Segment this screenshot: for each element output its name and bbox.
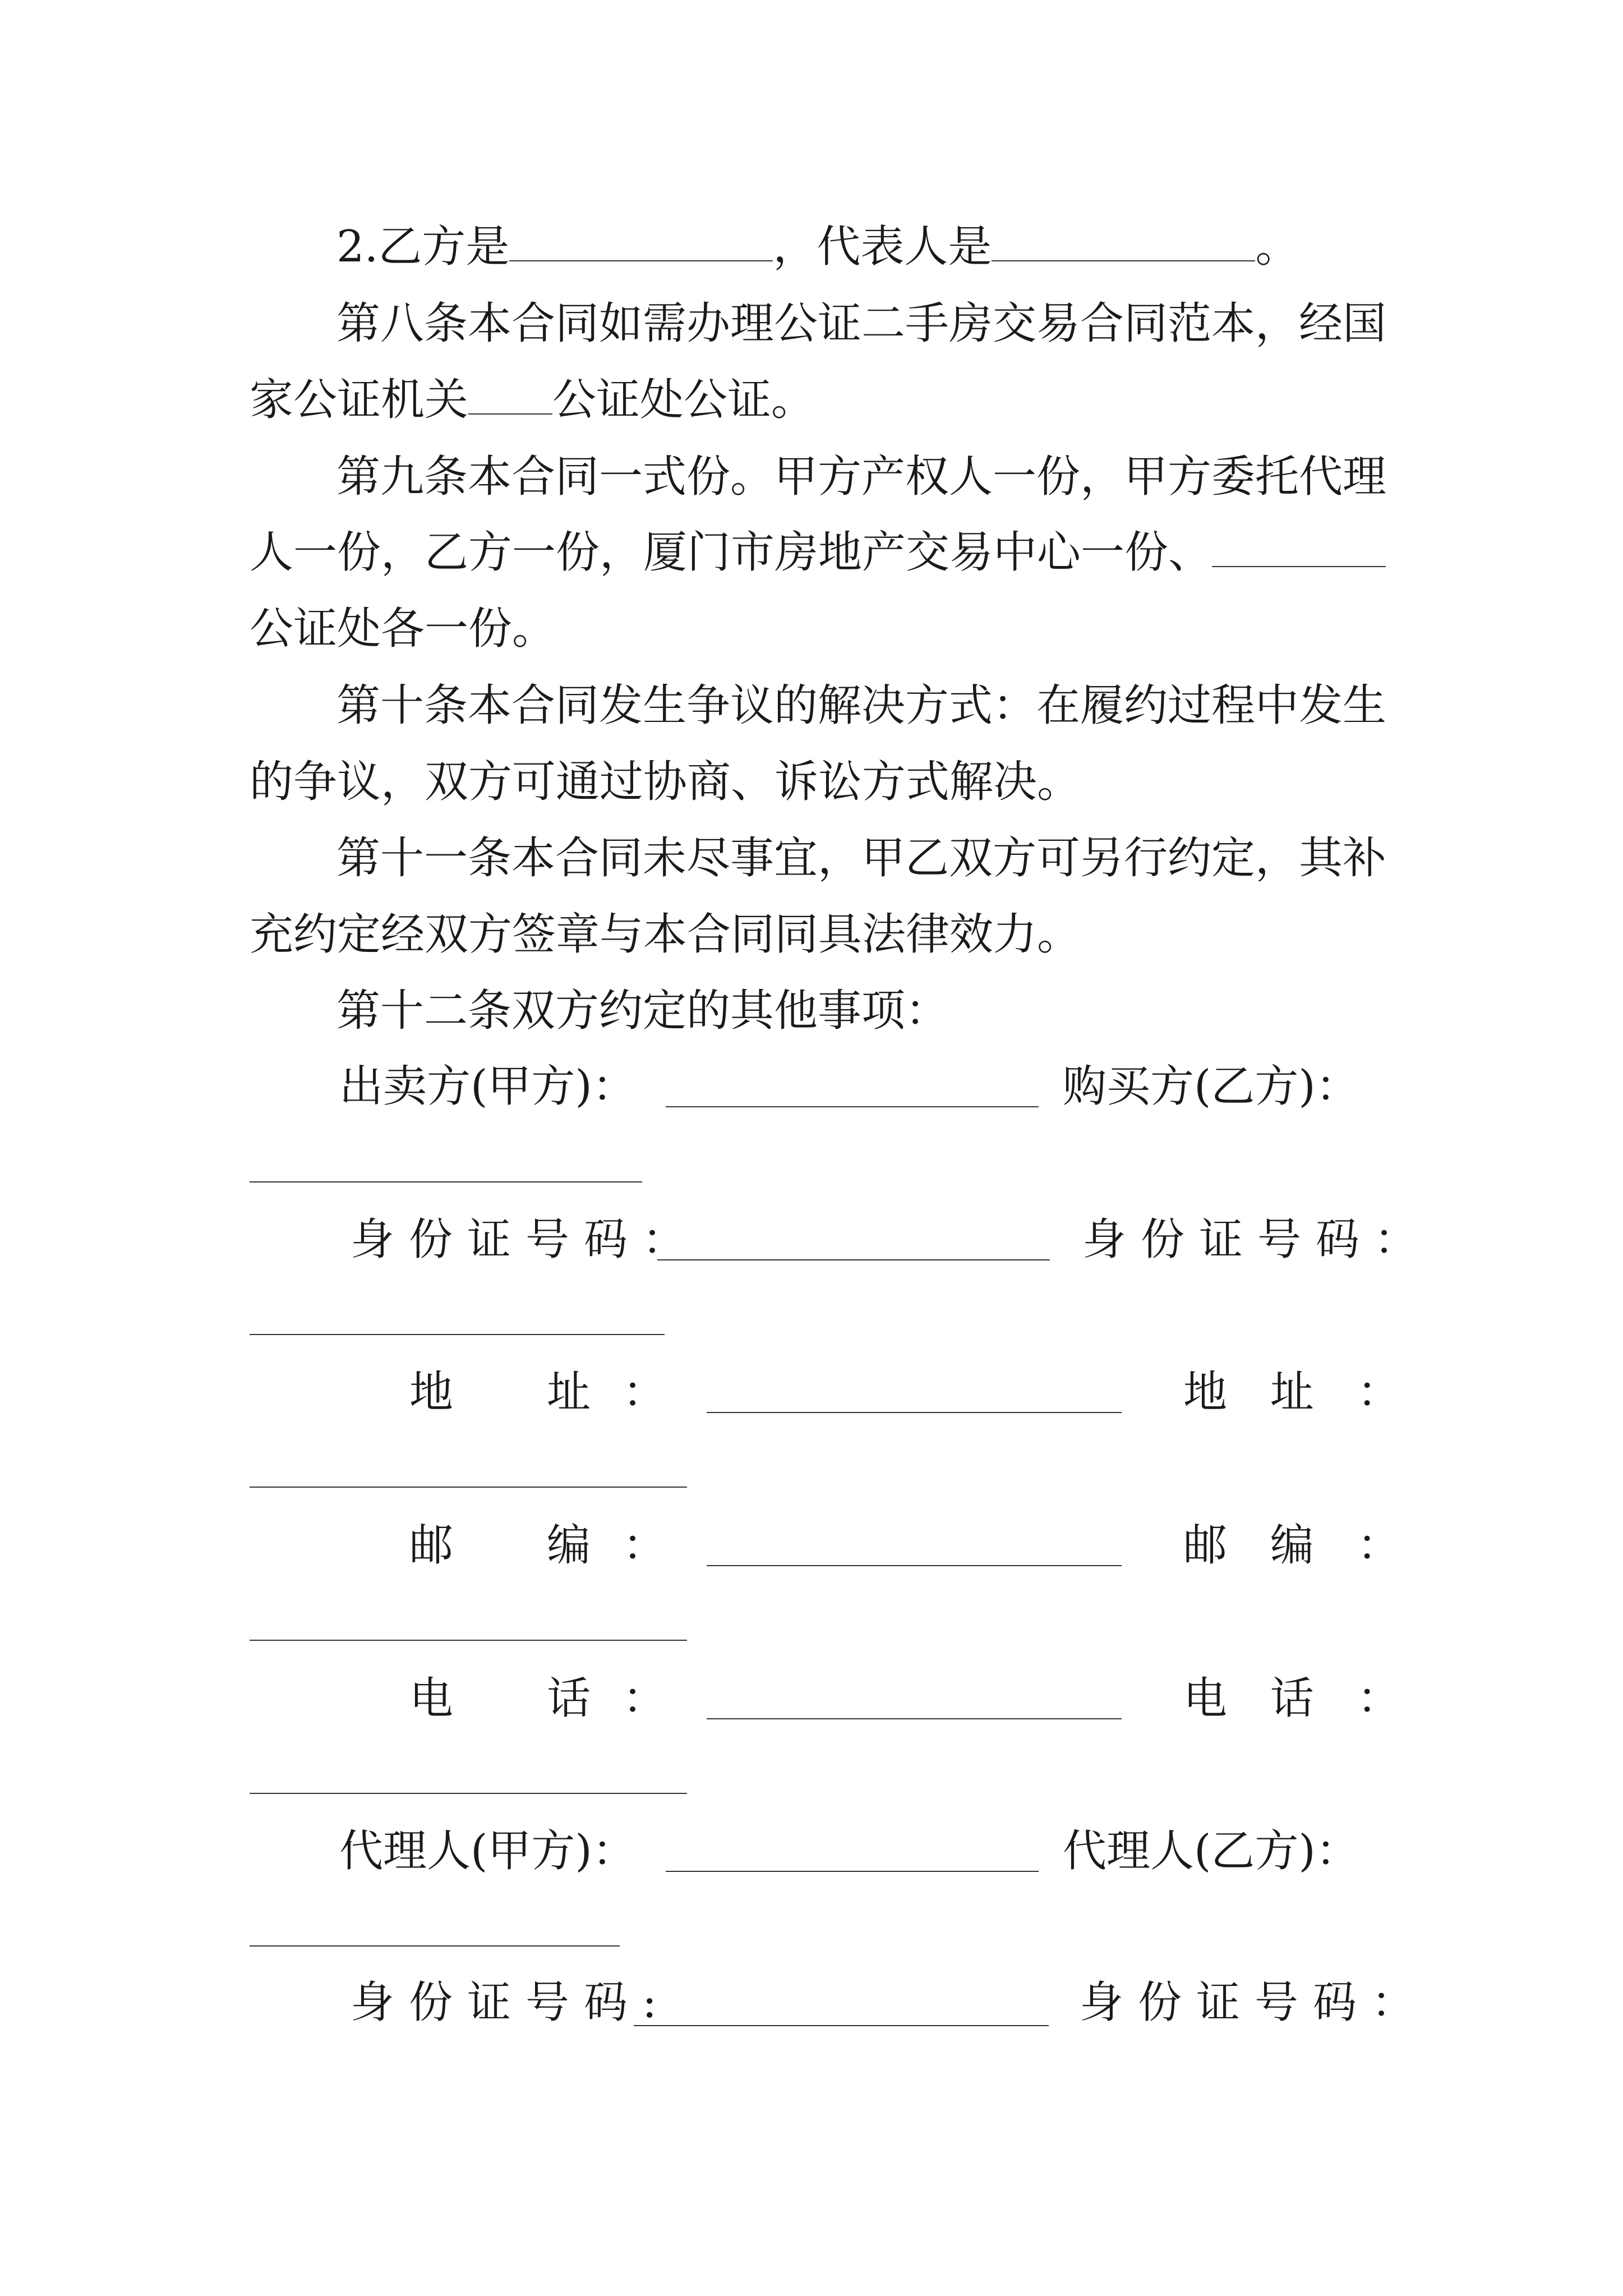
seller-phone-char-2: 话	[547, 1673, 591, 1724]
seller-zip-char-2: 编	[547, 1520, 591, 1571]
agent-b-label: 代理人(乙方)：	[1063, 1826, 1359, 1876]
seller-phone-colon: ：	[623, 1673, 667, 1724]
buyer-address-blank[interactable]	[250, 1487, 687, 1488]
article-8-line-1: 第八条本合同如需办理公证二手房交易合同范本，经国	[336, 298, 1387, 349]
buyer-zip-blank[interactable]	[250, 1640, 687, 1641]
item-2-end: 。	[1255, 222, 1299, 272]
buyer-id-blank[interactable]	[250, 1334, 665, 1335]
seller-label: 出卖方(甲方)：	[339, 1061, 636, 1112]
item-2-label: 2.乙方是	[336, 222, 510, 272]
buyer-phone-label: 电 话 ：	[1183, 1673, 1415, 1724]
agent-a-blank[interactable]	[666, 1871, 1039, 1872]
notary-office-blank[interactable]	[468, 380, 552, 415]
item-2-mid: ，代表人是	[773, 222, 992, 272]
buyer-zip-label: 邮 编 ：	[1183, 1520, 1415, 1571]
agent-b-id-label: 身份证号码：	[1080, 1977, 1430, 2028]
party-b-name-blank[interactable]	[509, 227, 773, 261]
article-11-line-1: 第十一条本合同未尽事宜，甲乙双方可另行约定，其补	[336, 833, 1387, 884]
seller-phone-blank[interactable]	[707, 1718, 1122, 1719]
seller-blank[interactable]	[666, 1106, 1039, 1107]
seller-phone-char-1: 电	[409, 1673, 454, 1724]
agent-b-blank[interactable]	[250, 1945, 620, 1947]
representative-blank[interactable]	[992, 227, 1255, 261]
seller-address-char-2: 址	[547, 1367, 591, 1418]
buyer-id-label: 身份证号码：	[1082, 1214, 1433, 1265]
seller-zip-blank[interactable]	[707, 1565, 1122, 1566]
seller-zip-colon: ：	[623, 1520, 667, 1571]
article-12-line: 第十二条双方约定的其他事项：	[336, 986, 949, 1036]
article-9-line-1: 第九条本合同一式份。甲方产权人一份，甲方委托代理	[336, 452, 1387, 502]
article-9-line-2	[250, 524, 1386, 581]
buyer-blank[interactable]	[250, 1181, 642, 1182]
article-10-line-2: 的争议，双方可通过协商、诉讼方式解决。	[250, 757, 1081, 807]
seller-zip-char-1: 邮	[409, 1520, 454, 1571]
agent-a-id-blank[interactable]	[634, 2025, 1049, 2026]
agent-a-label: 代理人(甲方)：	[339, 1826, 636, 1876]
notary-copy-blank[interactable]	[1212, 532, 1386, 567]
seller-address-blank[interactable]	[707, 1412, 1122, 1413]
article-9-line-3: 公证处各一份。	[250, 604, 556, 654]
article-11-line-2: 充约定经双方签章与本合同同具法律效力。	[250, 909, 1081, 960]
seller-address-char-1: 地	[409, 1367, 454, 1418]
seller-id-blank[interactable]	[657, 1259, 1050, 1260]
article-10-line-1: 第十条本合同发生争议的解决方式：在履约过程中发生	[336, 680, 1387, 731]
article-8-line-2	[250, 372, 815, 428]
article-8-line-2b: 公证处公证。	[552, 375, 815, 425]
item-2-line	[336, 219, 1299, 275]
seller-id-label: 身份证号码：	[351, 1214, 701, 1265]
seller-address-colon: ：	[623, 1367, 667, 1418]
buyer-phone-blank[interactable]	[250, 1793, 687, 1794]
buyer-address-label: 地 址 ：	[1183, 1367, 1415, 1418]
article-9-line-2-text: 人一份，乙方一份，厦门市房地产交易中心一份、	[250, 527, 1212, 578]
article-8-line-2a: 家公证机关	[250, 375, 469, 425]
buyer-label: 购买方(乙方)：	[1063, 1061, 1359, 1112]
agent-a-id-label: 身份证号码:	[351, 1977, 672, 2028]
